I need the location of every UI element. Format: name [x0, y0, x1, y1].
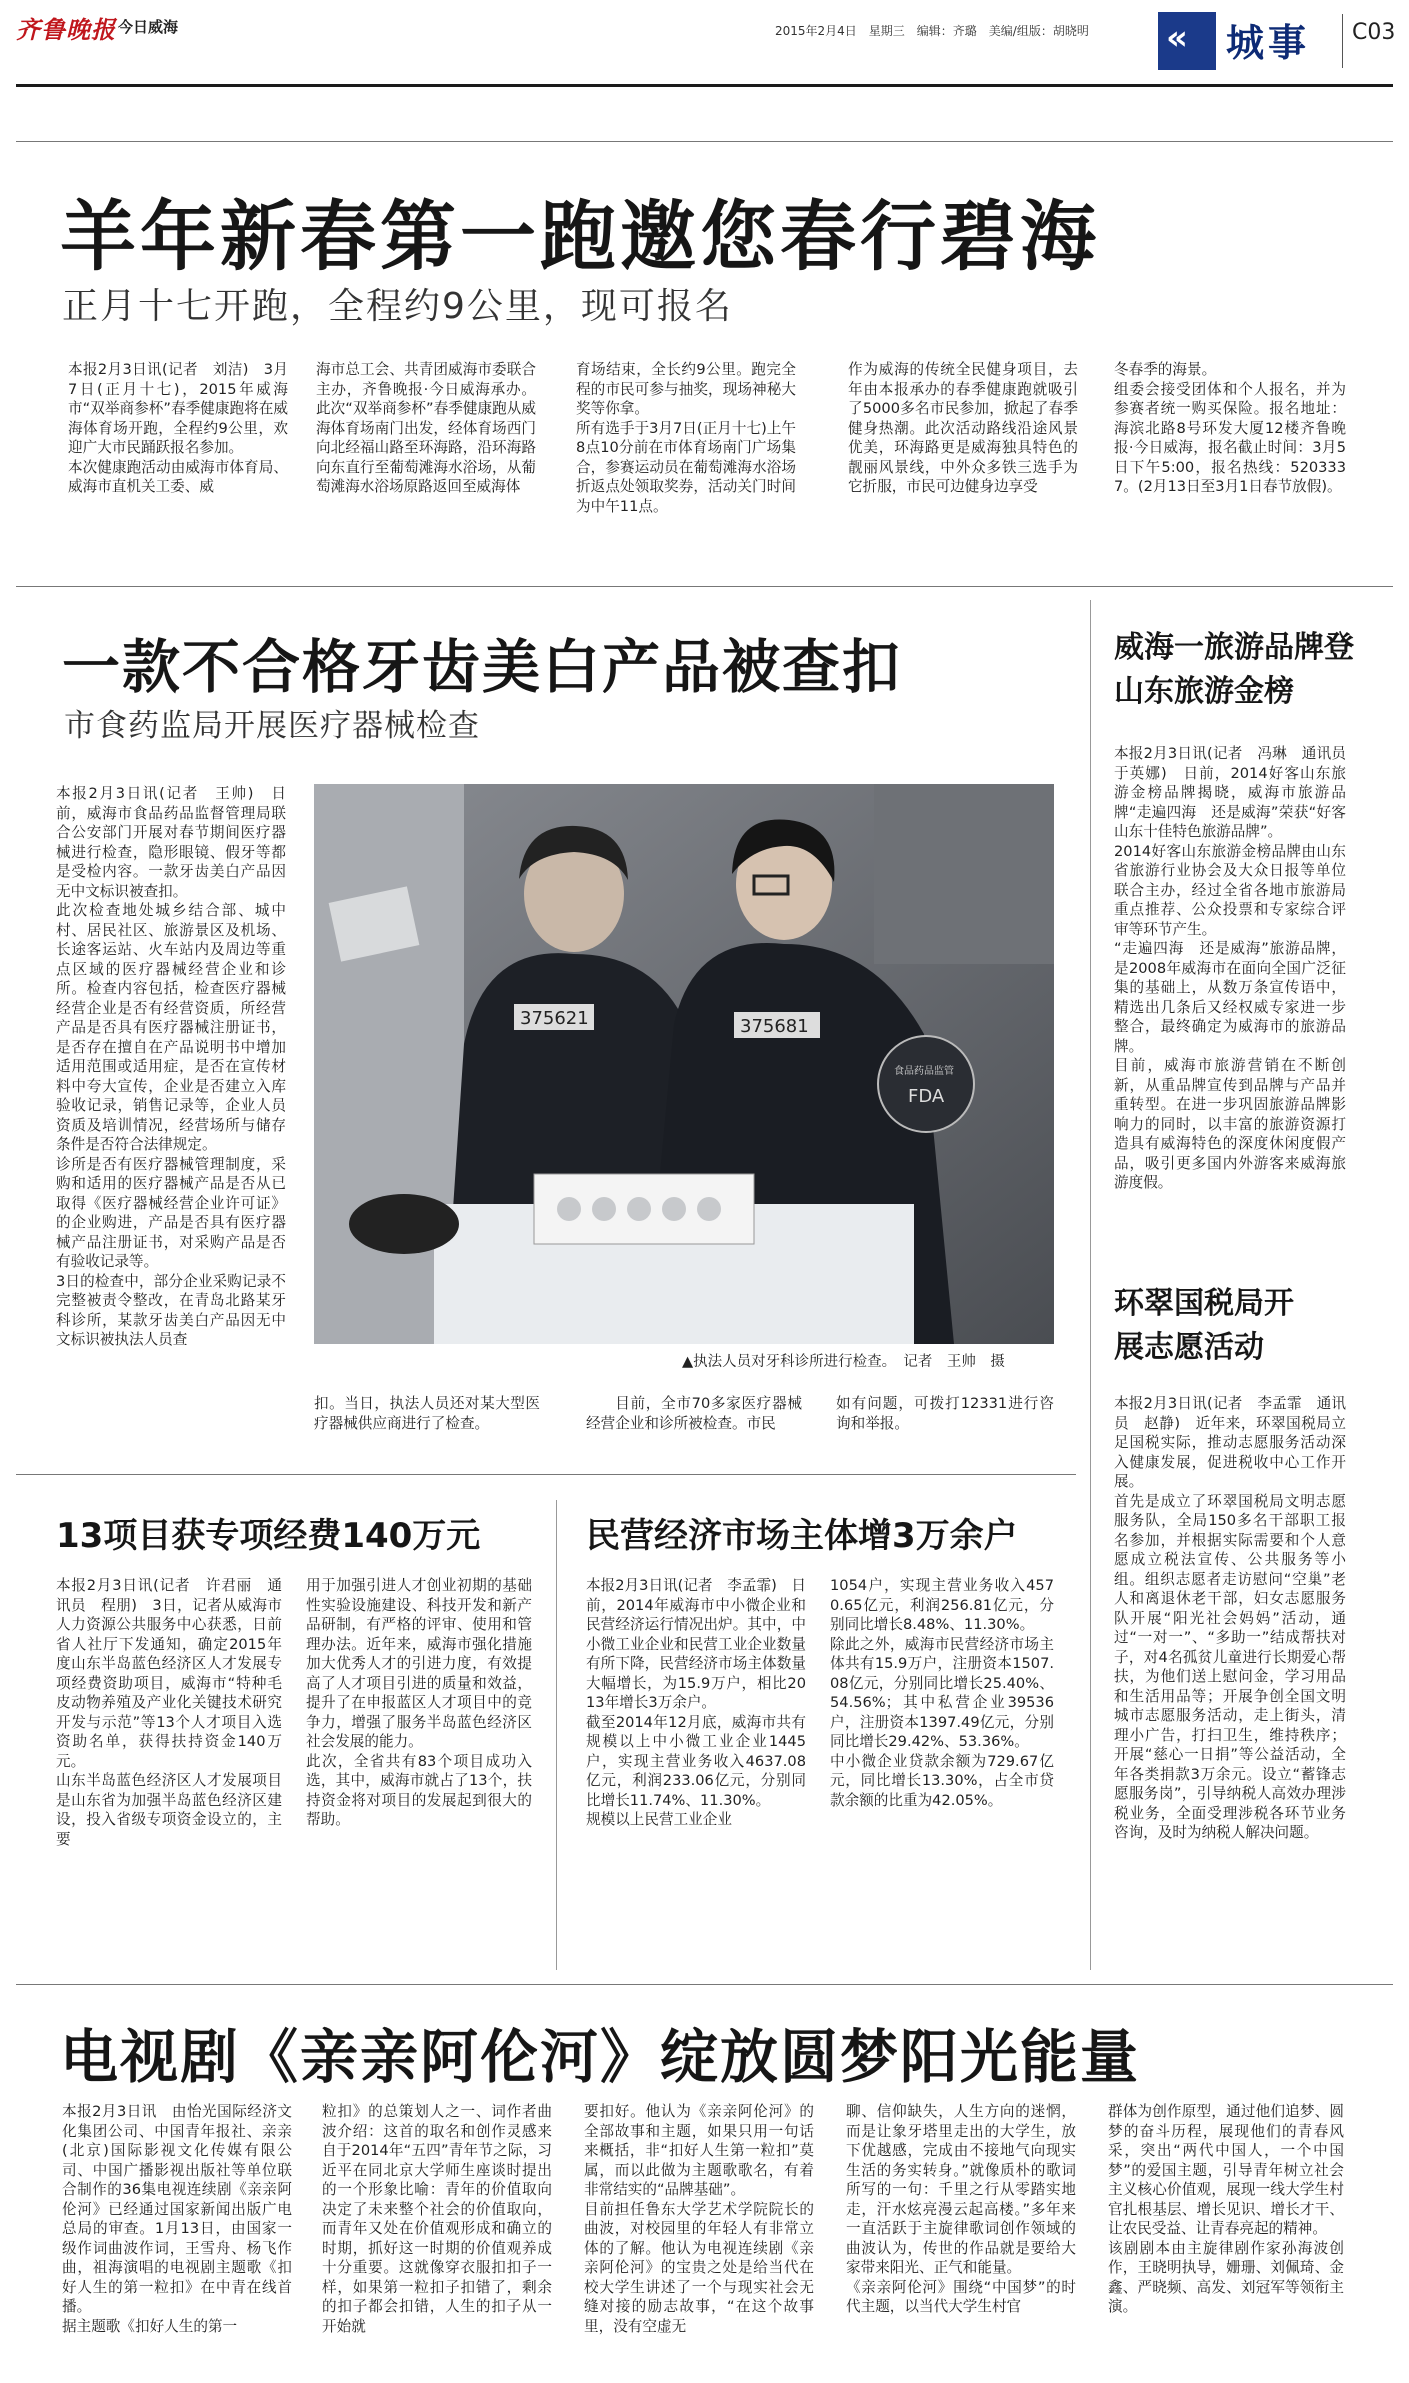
story3-text: 本报2月3日讯(记者 冯琳 通讯员 于英娜) 日前，2014好客山东旅游金榜品牌揭晓，威海市旅游品牌“走遍四海 还是威海”荣获“好客山东十佳特色旅游品牌”。 2014好客山东旅游金榜品牌由山东省旅游行业协会及大众日报等单位联合主办，经过全省各地市旅游局重点推荐、公众投票和专家综合评审等环节产生。 “走遍四海 还是威海”旅游品牌，是2008年威海市在面向全国广泛征集的基础上，从数万条宣传语中，精选出几条后又经权威专家进一步整合，最终确定为威海市的旅游品牌。 目前，威海市旅游营销在不断创新，从重品牌宣传到品牌与产品并重转型。在进一步巩固旅游品牌影响力的同时，以丰富的旅游资源打造具有威海特色的深度休闲度假产品，吸引更多国内外游客来威海旅游度假。 — [1114, 745, 1346, 1191]
story1-col3 — [576, 360, 796, 556]
story5-col2 — [306, 1576, 532, 1976]
header-rule — [16, 84, 1393, 87]
bottom-rule — [16, 1984, 1393, 1985]
story7-col1-text: 本报2月3日讯 由怡光国际经济文化集团公司、中国青年报社、亲亲(北京)国际影视文化传媒有限公司、中国广播影视出版社等单位联合制作的36集电视连续剧《亲亲阿伦河》已经通过国家新闻出版广电总局的审查。1月13日，由国家一级作词曲波作词，王雪舟、杨飞作曲，祖海演唱的电视剧主题歌《扣好人生的第一粒扣》在中青在线首播。 据主题歌《扣好人生的第一 — [62, 2103, 292, 2335]
sidebar-divider — [1090, 600, 1091, 1970]
masthead-brand: 齐鲁晚报 — [16, 15, 116, 44]
story2-bottom-text2: 目前，全市70多家医疗器械经营企业和诊所被检查。市民 — [586, 1395, 802, 1432]
story1-rule — [16, 586, 1393, 587]
story4-headline: 环翠国税局开展志愿活动 — [1114, 1286, 1294, 1365]
story4-body — [1114, 1394, 1346, 1964]
story2-bottom-col2 — [586, 1394, 802, 1438]
story1-col4 — [848, 360, 1078, 556]
story1-col4-text: 作为威海的传统全民健身项目，去年由本报承办的春季健康跑就吸引了5000多名市民参加，掀起了春季健身热潮。此次活动路线沿途风景优美，环海路更是威海独具特色的靓丽风景线，中外众多铁三选手为它折服，市民可边健身边享受 — [848, 361, 1078, 495]
double-chevron-left-icon: « — [1166, 18, 1188, 58]
story2-bottom-col1 — [314, 1394, 540, 1438]
story5-col2-text: 用于加强引进人才创业初期的基础性实验设施建设、科技开发和新产品研制，有严格的评审、使用和管理办法。近年来，威海市强化措施加大优秀人才的引进力度，有效提高了人才项目引进的质量和效益，提升了在申报蓝区人才项目中的竞争力，增强了服务半岛蓝色经济区社会发展的能力。 此次，全省共有83个项目成功入选，其中，威海市就占了13个，扶持资金将对项目的发展起到很大的帮助。 — [306, 1577, 532, 1828]
story1-headline: 羊年新春第一跑邀您春行碧海 — [60, 192, 1100, 281]
story7-col5 — [1108, 2102, 1344, 2378]
story1-col2-text: 海市总工会、共青团威海市委联合主办，齐鲁晚报·今日威海承办。此次“双举商参杯”春季健康跑从威海体育场南门出发，经体育场西门向北经福山路至环海路，沿环海路向东直行至葡萄滩海水浴场，从葡萄滩海水浴场原路返回至威海体 — [316, 361, 536, 495]
page-number: C03 — [1352, 20, 1396, 45]
photo-patch-title: 食品药品监管 — [894, 1066, 954, 1077]
story2-bottom-col3 — [836, 1394, 1054, 1438]
column-title: 城事 — [1226, 21, 1311, 65]
story2-subhead: 市食药监局开展医疗器械检查 — [64, 708, 480, 744]
masthead-section: 今日威海 — [118, 18, 179, 36]
photo-patch-fda: FDA — [908, 1086, 945, 1107]
photo-badge-1: 375621 — [520, 1008, 589, 1029]
mid-divider — [556, 1500, 557, 1970]
story3-body — [1114, 744, 1346, 1232]
story5-col1 — [56, 1576, 282, 1976]
story2-headline: 一款不合格牙齿美白产品被查扣 — [62, 633, 903, 701]
photo-badge-2: 375681 — [740, 1016, 809, 1037]
story2-left-text: 本报2月3日讯(记者 王帅) 日前，威海市食品药品监督管理局联合公安部门开展对春节期间医疗器械进行检查，隐形眼镜、假牙等都是受检内容。一款牙齿美白产品因无中文标识被查扣。 此次检查地处城乡结合部、城中村、居民社区、旅游景区及机场、长途客运站、火车站内及周边等重点区域的医疗器械经营企业和诊所。检查内容包括，检查医疗器械经营企业是否有经营资质，所经营产品是否具有医疗器械注册证书，是否存在擅自在产品说明书中增加适用范围或适用症，是否在宣传材料中夸大宣传，企业是否建立入库验收记录，销售记录等，企业人员资质及培训情况，经营场所与储存条件是否符合法律规定。 诊所是否有医疗器械管理制度，采购和适用的医疗器械产品是否从已取得《医疗器械经营企业许可证》的企业购进，产品是否具有医疗器械产品注册证书，对采购产品是否有验收记录等。 3日的检查中，部分企业采购记录不完整被责令整改，在青岛北路某牙科诊所，某款牙齿美白产品因无中文标识被执法人员查 — [56, 785, 286, 1348]
story5-headline: 13项目获专项经费140万元 — [56, 1516, 481, 1556]
story1-col1 — [68, 360, 288, 556]
story3-headline: 威海一旅游品牌登山东旅游金榜 — [1114, 630, 1354, 709]
story6-headline: 民营经济市场主体增3万余户 — [586, 1516, 1018, 1556]
story4-text: 本报2月3日讯(记者 李孟霏 通讯员 赵静) 近年来，环翠国税局立足国税实际，推动志愿服务活动深入健康发展，促进税收中心工作开展。 首先是成立了环翠国税局文明志愿服务队，全局150多名干部职工报名参加，并根据实际需要和个人意愿成立税法宣传、公共服务等小组。组织志愿者走访慰问“空巢”老人和离退休老干部，妇女志愿服务队开展“阳光社会妈妈”活动，通过“一对一”、“多助一”结成帮扶对子，对4名孤贫儿童进行长期爱心帮扶，为他们送上慰问金，学习用品和生活用品等；开展争创全国文明城市志愿服务活动，走上街头，清理小广告，打扫卫生，维持秩序；开展“慈心一日捐”等公益活动，全年各类捐款3万余元。设立“蓄锋志愿服务岗”，引导纳税人高效办理涉税业务，全面受理涉税各环节业务咨询，及时为纳税人解决问题。 — [1114, 1395, 1346, 1841]
story6-col1-text: 本报2月3日讯(记者 李孟霏) 日前，2014年威海市中小微企业和民营经济运行情况出炉。其中，中小微工业企业和民营工业企业数量有所下降，民营经济市场主体数量大幅增长，为15.9万户，相比2013年增长3万余户。 截至2014年12月底，威海市共有规模以上中小微工业企业1445户，实现主营业务收入4637.08亿元，利润233.06亿元，分别同比增长11.74%、11.30%。 规模以上民营工业企业 — [586, 1577, 806, 1828]
story7-col2 — [322, 2102, 552, 2378]
story7-col3 — [584, 2102, 814, 2378]
story2-bottom-text1: 扣。当日，执法人员还对某大型医疗器械供应商进行了检查。 — [314, 1395, 540, 1432]
header-divider — [1342, 14, 1343, 68]
story7-col2-text: 粒扣》的总策划人之一、词作者曲波介绍：这首的取名和创作灵感来自于2014年“五四”青年节之际，习近平在同北京大学师生座谈时提出的一个形象比喻：青年的价值取向决定了未来整个社会的价值取向，而青年又处在价值观形成和确立的时期，抓好这一时期的价值观养成十分重要。这就像穿衣服扣扣子一样，如果第一粒扣子扣错了，剩余的扣子都会扣错，人生的扣子从一开始就 — [322, 2103, 552, 2335]
story1-col5 — [1114, 360, 1346, 556]
story1-col3-text: 育场结束，全长约9公里。跑完全程的市民可参与抽奖，现场神秘大奖等你拿。 所有选手于3月7日(正月十七)上午8点10分前在市体育场南门广场集合，参赛运动员在葡萄滩海水浴场折返点处领取奖券，活动关门时间为中午11点。 — [576, 361, 796, 515]
mid-rule — [16, 1474, 1076, 1475]
story2-bottom-text3: 如有问题，可拨打12331进行咨询和举报。 — [836, 1395, 1054, 1432]
story1-col1-text: 本报2月3日讯(记者 刘洁) 3月7日(正月十七)，2015年威海市“双举商参杯”春季健康跑将在威海体育场开跑，全程约9公里，欢迎广大市民踊跃报名参加。 本次健康跑活动由威海市体育局、威海市直机关工委、威 — [68, 361, 288, 495]
story7-headline: 电视剧《亲亲阿伦河》绽放圆梦阳光能量 — [60, 2023, 1141, 2091]
story6-col2 — [830, 1576, 1054, 1976]
story1-subhead: 正月十七开跑，全程约9公里，现可报名 — [62, 286, 733, 327]
story5-col1-text: 本报2月3日讯(记者 许君丽 通讯员 程朋) 3日，记者从威海市人力资源公共服务中心获悉，日前省人社厅下发通知，确定2015年度山东半岛蓝色经济区人才发展专项经费资助项目，威海市“特种毛皮动物养殖及产业化关键技术研究开发与示范”等13个人才项目入选资助名单，获得扶持资金140万元。 山东半岛蓝色经济区人才发展项目是山东省为加强半岛蓝色经济区建设，投入省级专项资金设立的，主要 — [56, 1577, 282, 1848]
section-rule — [16, 141, 1393, 142]
column-badge — [1158, 12, 1216, 70]
story6-col1 — [586, 1576, 806, 1976]
news-photo — [314, 784, 1054, 1344]
story7-col3-text: 要扣好。他认为《亲亲阿伦河》的全部故事和主题，如果只用一句话来概括，非“扣好人生第一粒扣”莫属，而以此做为主题歌歌名，有着非常结实的“品牌基础”。 目前担任鲁东大学艺术学院院长的曲波，对校园里的年轻人有非常立体的了解。他认为电视连续剧《亲亲阿伦河》的宝贵之处是给当代在校大学生讲述了一个与现实社会无缝对接的励志故事，“在这个故事里，没有空虚无 — [584, 2103, 814, 2335]
story1-col2 — [316, 360, 536, 556]
story2-left-col — [56, 784, 286, 1434]
issue-meta: 2015年2月4日 星期三 编辑：齐璐 美编/组版：胡晓明 — [775, 24, 1089, 38]
story6-col2-text: 1054户，实现主营业务收入4570.65亿元，利润256.81亿元，分别同比增长8.48%、11.30%。 除此之外，威海市民营经济市场主体共有15.9万户，注册资本1507.08亿元，分别同比增长25.40%、54.56%；其中私营企业39536户，注册资本1397.49亿元，分别同比增长29.42%、53.36%。 中小微企业贷款余额为729.67亿元，同比增长13.30%，占全市贷款余额的比重为42.05%。 — [830, 1577, 1054, 1809]
story7-col1 — [62, 2102, 292, 2378]
story7-col4 — [846, 2102, 1076, 2378]
photo-caption: ▲执法人员对牙科诊所进行检查。 记者 王帅 摄 — [682, 1354, 1005, 1370]
story1-col5-text: 冬春季的海景。 组委会接受团体和个人报名，并为参赛者统一购买保险。报名地址：海滨北路8号环发大厦12楼齐鲁晚报·今日威海，报名截止时间：3月5日下午5:00，报名热线：5203337。(2月13日至3月1日春节放假)。 — [1114, 361, 1346, 495]
story7-col5-text: 群体为创作原型，通过他们追梦、圆梦的奋斗历程，展现他们的青春风采，突出“两代中国人，一个中国梦”的爱国主题，引导青年树立社会主义核心价值观，展现一线大学生村官扎根基层、增长见识、增长才干、让农民受益、让青春亮起的精神。 该剧剧本由主旋律剧作家孙海波创作，王晓明执导，姗珊、刘佩琦、金鑫、严晓频、高发、刘冠军等领衔主演。 — [1108, 2103, 1344, 2315]
inspection-photo — [314, 784, 1054, 1344]
story7-col4-text: 聊、信仰缺失，人生方向的迷惘，而是让象牙塔里走出的大学生，放下优越感，完成由不接地气向现实生活的务实转身。”就像质朴的歌词所写的一句：千里之行从零踏实地走，汗水炫亮漫云起高楼。”多年来一直活跃于主旋律歌词创作领域的曲波认为，传世的作品就是要给大家带来阳光、正气和能量。 《亲亲阿伦河》围绕“中国梦”的时代主题，以当代大学生村官 — [846, 2103, 1076, 2315]
